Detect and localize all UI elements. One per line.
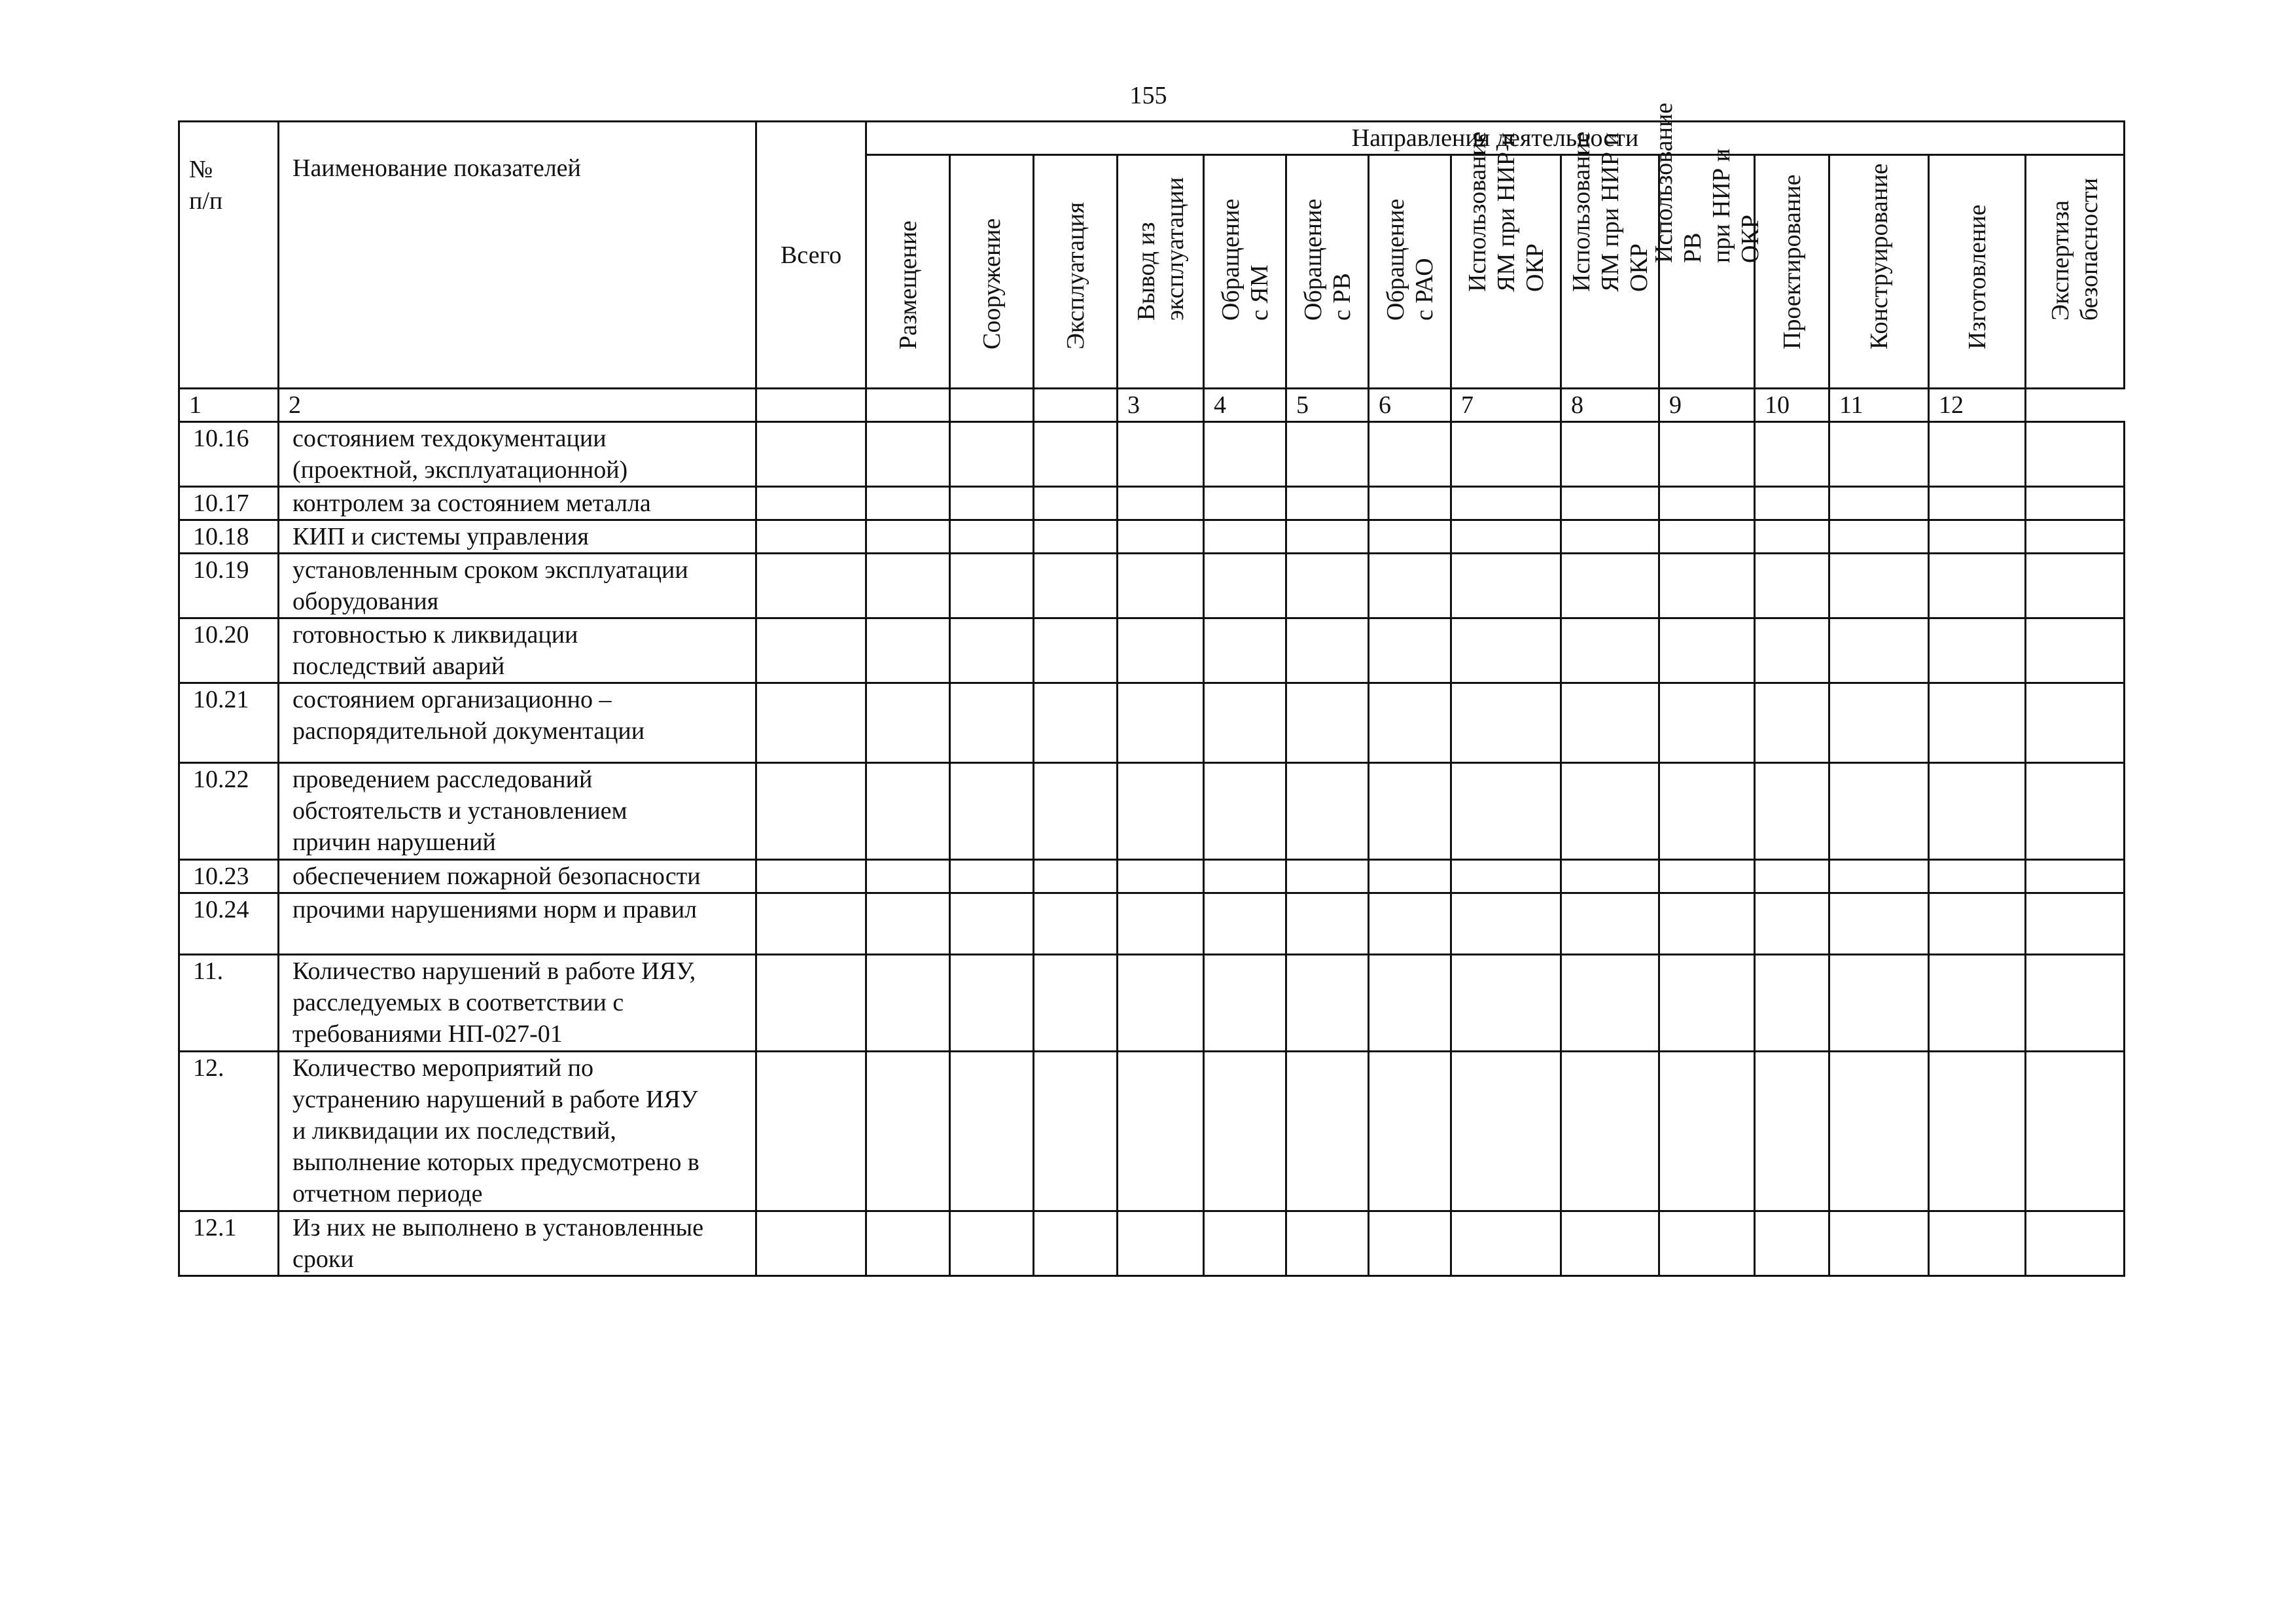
value-cell [2026, 618, 2125, 683]
value-cell [1034, 763, 1118, 860]
value-cell [950, 487, 1034, 520]
column-number: 11 [1829, 389, 1929, 422]
value-cell [2026, 683, 2125, 763]
value-cell [1829, 487, 1929, 520]
column-header-manufacturing-label: Изготовление [1963, 204, 1991, 349]
value-cell [1755, 487, 1829, 520]
value-cell [1204, 520, 1286, 554]
value-cell [866, 487, 950, 520]
value-cell [1929, 955, 2026, 1052]
value-cell [1118, 618, 1204, 683]
value-cell [1659, 683, 1755, 763]
value-cell [1204, 1211, 1286, 1276]
value-cell [1929, 763, 2026, 860]
value-cell [1369, 893, 1451, 955]
column-number [1034, 389, 1118, 422]
value-cell [1118, 1211, 1204, 1276]
value-cell [1755, 763, 1829, 860]
value-cell [1755, 893, 1829, 955]
column-header-nm-research-2-label: Использование ЯМ при НИР и ОКР [1567, 131, 1653, 292]
row-name: контролем за состоянием металла [279, 487, 756, 520]
value-cell [1204, 487, 1286, 520]
value-cell [1561, 683, 1659, 763]
value-cell [1286, 763, 1369, 860]
row-name: готовностью к ликвидации последствий аварий [279, 618, 756, 683]
column-header-safety-review [2026, 155, 2125, 389]
column-header-radioactive-substances-label: Обращение с РВ [1299, 198, 1356, 321]
value-cell [1118, 683, 1204, 763]
value-cell [1118, 422, 1204, 487]
value-cell [2026, 520, 2125, 554]
row-name: обеспечением пожарной безопасности [279, 860, 756, 893]
value-cell [1204, 618, 1286, 683]
table-row [179, 860, 2125, 893]
value-cell [1451, 683, 1561, 763]
row-code: 10.23 [179, 860, 279, 893]
value-cell [1451, 554, 1561, 618]
value-cell [1755, 1052, 1829, 1211]
value-cell [866, 520, 950, 554]
value-cell [866, 860, 950, 893]
table-row [179, 1052, 2125, 1211]
value-cell [950, 763, 1034, 860]
value-cell [1561, 1211, 1659, 1276]
value-cell [866, 554, 950, 618]
value-cell [1755, 554, 1829, 618]
column-header-placement-label: Размещение [894, 220, 922, 349]
value-cell [756, 860, 866, 893]
value-cell [950, 955, 1034, 1052]
row-name: состоянием техдокументации (проектной, эксплуатационной) [279, 422, 756, 487]
column-header-nuclear-materials-label: Обращение с ЯМ [1216, 198, 1273, 321]
column-header-engineering [1829, 155, 1929, 389]
value-cell [1034, 618, 1118, 683]
value-cell [1659, 860, 1755, 893]
row-code: 10.16 [179, 422, 279, 487]
row-code: 12.1 [179, 1211, 279, 1276]
value-cell [1829, 422, 1929, 487]
row-name: Из них не выполнено в установленные сроки [279, 1211, 756, 1276]
value-cell [1829, 618, 1929, 683]
value-cell [756, 683, 866, 763]
value-cell [1755, 683, 1829, 763]
value-cell [1561, 763, 1659, 860]
value-cell [866, 1052, 950, 1211]
value-cell [1369, 520, 1451, 554]
value-cell [1451, 618, 1561, 683]
table-row [179, 955, 2125, 1052]
value-cell [1451, 520, 1561, 554]
value-cell [866, 763, 950, 860]
row-name: КИП и системы управления [279, 520, 756, 554]
column-header-rs-research-label: Использование РВ при НИР и ОКР [1650, 102, 1764, 263]
column-number: 10 [1755, 389, 1829, 422]
value-cell [1561, 554, 1659, 618]
value-cell [1929, 1211, 2026, 1276]
value-cell [1034, 554, 1118, 618]
row-code: 10.22 [179, 763, 279, 860]
value-cell [1929, 520, 2026, 554]
column-number: 7 [1451, 389, 1561, 422]
value-cell [1034, 1211, 1118, 1276]
value-cell [1561, 893, 1659, 955]
column-header-design-label: Проектирование [1778, 174, 1806, 349]
value-cell [950, 554, 1034, 618]
value-cell [2026, 860, 2125, 893]
value-cell [1829, 1211, 1929, 1276]
value-cell [1118, 487, 1204, 520]
value-cell [1204, 422, 1286, 487]
value-cell [1561, 860, 1659, 893]
value-cell [866, 955, 950, 1052]
value-cell [1286, 1211, 1369, 1276]
value-cell [1829, 955, 1929, 1052]
column-header-nm-research-2 [1561, 131, 1659, 389]
value-cell [1118, 893, 1204, 955]
page-number: 155 [1129, 82, 1167, 109]
column-header-radioactive-waste-label: Обращение с РАО [1381, 198, 1438, 321]
value-cell [1204, 860, 1286, 893]
value-cell [1929, 1052, 2026, 1211]
value-cell [1451, 1211, 1561, 1276]
value-cell [1286, 554, 1369, 618]
value-cell [1829, 860, 1929, 893]
row-code: 10.18 [179, 520, 279, 554]
value-cell [1118, 955, 1204, 1052]
value-cell [1829, 683, 1929, 763]
value-cell [1451, 763, 1561, 860]
value-cell [1755, 955, 1829, 1052]
value-cell [1451, 860, 1561, 893]
value-cell [1829, 893, 1929, 955]
value-cell [950, 422, 1034, 487]
value-cell [1561, 422, 1659, 487]
value-cell [1034, 1052, 1118, 1211]
row-code: 10.19 [179, 554, 279, 618]
value-cell [1286, 860, 1369, 893]
column-number: 8 [1561, 389, 1659, 422]
column-header-name: Наименование показателей [279, 122, 756, 389]
value-cell [1369, 763, 1451, 860]
value-cell [1369, 860, 1451, 893]
column-header-radioactive-substances [1286, 155, 1369, 389]
column-header-operation [1034, 155, 1118, 389]
value-cell [1034, 683, 1118, 763]
column-header-operation-label: Эксплуатация [1061, 202, 1089, 349]
value-cell [1204, 893, 1286, 955]
value-cell [950, 618, 1034, 683]
column-header-nm-research-1-label: Использование ЯМ при НИР и ОКР [1463, 131, 1549, 292]
value-cell [950, 520, 1034, 554]
value-cell [1929, 683, 2026, 763]
table-row [179, 893, 2125, 955]
value-cell [1659, 422, 1755, 487]
value-cell [1755, 860, 1829, 893]
value-cell [756, 763, 866, 860]
value-cell [756, 487, 866, 520]
value-cell [1451, 955, 1561, 1052]
value-cell [1755, 520, 1829, 554]
value-cell [1286, 683, 1369, 763]
column-header-design [1755, 155, 1829, 389]
value-cell [1034, 520, 1118, 554]
value-cell [1755, 422, 1829, 487]
value-cell [1204, 554, 1286, 618]
value-cell [1286, 1052, 1369, 1211]
value-cell [1561, 618, 1659, 683]
table-row [179, 520, 2125, 554]
table-row [179, 618, 2125, 683]
value-cell [1286, 520, 1369, 554]
column-number: 3 [1118, 389, 1204, 422]
column-header-engineering-label: Конструирование [1865, 163, 1893, 349]
value-cell [1118, 554, 1204, 618]
value-cell [1286, 893, 1369, 955]
column-header-construction [950, 155, 1034, 389]
value-cell [1561, 487, 1659, 520]
table-row [179, 1211, 2125, 1276]
value-cell [1034, 893, 1118, 955]
value-cell [1204, 955, 1286, 1052]
value-cell [1369, 1052, 1451, 1211]
row-name: проведением расследований обстоятельств и установлением причин нарушений [279, 763, 756, 860]
value-cell [866, 618, 950, 683]
value-cell [1451, 422, 1561, 487]
column-header-nuclear-materials [1204, 155, 1286, 389]
value-cell [1286, 955, 1369, 1052]
value-cell [1034, 860, 1118, 893]
column-number [756, 389, 866, 422]
value-cell [1204, 1052, 1286, 1211]
column-header-safety-review-label: Экспертиза безопасности [2047, 177, 2103, 321]
report-table [178, 102, 2125, 1277]
column-number: 5 [1286, 389, 1369, 422]
column-header-decommissioning-label: Вывод из эксплуатации [1132, 177, 1189, 321]
value-cell [1204, 763, 1286, 860]
row-name: установленным сроком эксплуатации оборудования [279, 554, 756, 618]
column-header-radioactive-waste [1369, 155, 1451, 389]
table-row [179, 422, 2125, 487]
value-cell [1034, 955, 1118, 1052]
value-cell [1659, 618, 1755, 683]
value-cell [1929, 487, 2026, 520]
value-cell [2026, 1211, 2125, 1276]
value-cell [1451, 487, 1561, 520]
column-header-placement [866, 155, 950, 389]
column-header-construction-label: Сооружение [978, 218, 1006, 349]
value-cell [1286, 422, 1369, 487]
table-row [179, 554, 2125, 618]
value-cell [2026, 763, 2125, 860]
value-cell [1118, 1052, 1204, 1211]
value-cell [756, 618, 866, 683]
column-header-rs-research [1650, 102, 1764, 389]
row-name: прочими нарушениями норм и правил [279, 893, 756, 955]
value-cell [1929, 893, 2026, 955]
value-cell [1369, 487, 1451, 520]
row-name: Количество мероприятий по устранению нарушений в работе ИЯУ и ликвидации их последствий, выполнение которых предусмотрено в отчетном периоде [279, 1052, 756, 1211]
value-cell [1829, 1052, 1929, 1211]
header-row-1 [179, 122, 2125, 155]
value-cell [866, 1211, 950, 1276]
row-name: Количество нарушений в работе ИЯУ, расследуемых в соответствии с требованиями НП-027-01 [279, 955, 756, 1052]
value-cell [950, 1052, 1034, 1211]
value-cell [756, 1211, 866, 1276]
value-cell [1659, 893, 1755, 955]
value-cell [1118, 763, 1204, 860]
column-number: 2 [279, 389, 756, 422]
value-cell [1659, 955, 1755, 1052]
row-code: 12. [179, 1052, 279, 1211]
column-number [866, 389, 950, 422]
value-cell [1369, 422, 1451, 487]
directions-header: Направления деятельности [866, 122, 2125, 155]
value-cell [1204, 683, 1286, 763]
value-cell [1929, 860, 2026, 893]
value-cell [1659, 1052, 1755, 1211]
column-number: 9 [1659, 389, 1755, 422]
column-header-nm-research-1 [1451, 131, 1561, 389]
value-cell [756, 422, 866, 487]
value-cell [1829, 554, 1929, 618]
column-header-no: № п/п [179, 122, 279, 389]
value-cell [756, 1052, 866, 1211]
value-cell [1286, 618, 1369, 683]
column-header-decommissioning [1118, 155, 1204, 389]
value-cell [1659, 554, 1755, 618]
value-cell [756, 893, 866, 955]
value-cell [2026, 487, 2125, 520]
table-row [179, 763, 2125, 860]
column-number: 1 [179, 389, 279, 422]
column-number: 4 [1204, 389, 1286, 422]
column-number-row [179, 389, 2125, 422]
row-code: 10.17 [179, 487, 279, 520]
value-cell [866, 422, 950, 487]
value-cell [1286, 487, 1369, 520]
value-cell [756, 955, 866, 1052]
value-cell [1451, 893, 1561, 955]
value-cell [1034, 422, 1118, 487]
row-code: 11. [179, 955, 279, 1052]
value-cell [1561, 520, 1659, 554]
row-code: 10.24 [179, 893, 279, 955]
value-cell [1034, 487, 1118, 520]
value-cell [1829, 763, 1929, 860]
value-cell [1369, 683, 1451, 763]
column-number: 12 [1929, 389, 2026, 422]
value-cell [1659, 1211, 1755, 1276]
value-cell [1369, 955, 1451, 1052]
value-cell [1369, 618, 1451, 683]
value-cell [950, 893, 1034, 955]
value-cell [2026, 422, 2125, 487]
row-code: 10.21 [179, 683, 279, 763]
value-cell [866, 683, 950, 763]
value-cell [950, 1211, 1034, 1276]
table-row [179, 487, 2125, 520]
value-cell [2026, 955, 2125, 1052]
value-cell [2026, 893, 2125, 955]
value-cell [756, 554, 866, 618]
value-cell [1118, 520, 1204, 554]
column-header-total: Всего [756, 122, 866, 389]
value-cell [2026, 554, 2125, 618]
value-cell [2026, 1052, 2125, 1211]
value-cell [1659, 763, 1755, 860]
table-row [179, 683, 2125, 763]
value-cell [1369, 554, 1451, 618]
value-cell [950, 860, 1034, 893]
value-cell [1929, 618, 2026, 683]
value-cell [950, 683, 1034, 763]
value-cell [1929, 422, 2026, 487]
value-cell [1659, 520, 1755, 554]
column-number: 6 [1369, 389, 1451, 422]
column-number [950, 389, 1034, 422]
value-cell [866, 893, 950, 955]
value-cell [1561, 955, 1659, 1052]
value-cell [1561, 1052, 1659, 1211]
value-cell [1369, 1211, 1451, 1276]
value-cell [1829, 520, 1929, 554]
value-cell [1755, 618, 1829, 683]
row-name: состоянием организационно – распорядительной документации [279, 683, 756, 763]
value-cell [756, 520, 866, 554]
value-cell [1929, 554, 2026, 618]
column-header-manufacturing [1929, 155, 2026, 389]
value-cell [1755, 1211, 1829, 1276]
value-cell [1451, 1052, 1561, 1211]
row-code: 10.20 [179, 618, 279, 683]
value-cell [1118, 860, 1204, 893]
value-cell [1659, 487, 1755, 520]
